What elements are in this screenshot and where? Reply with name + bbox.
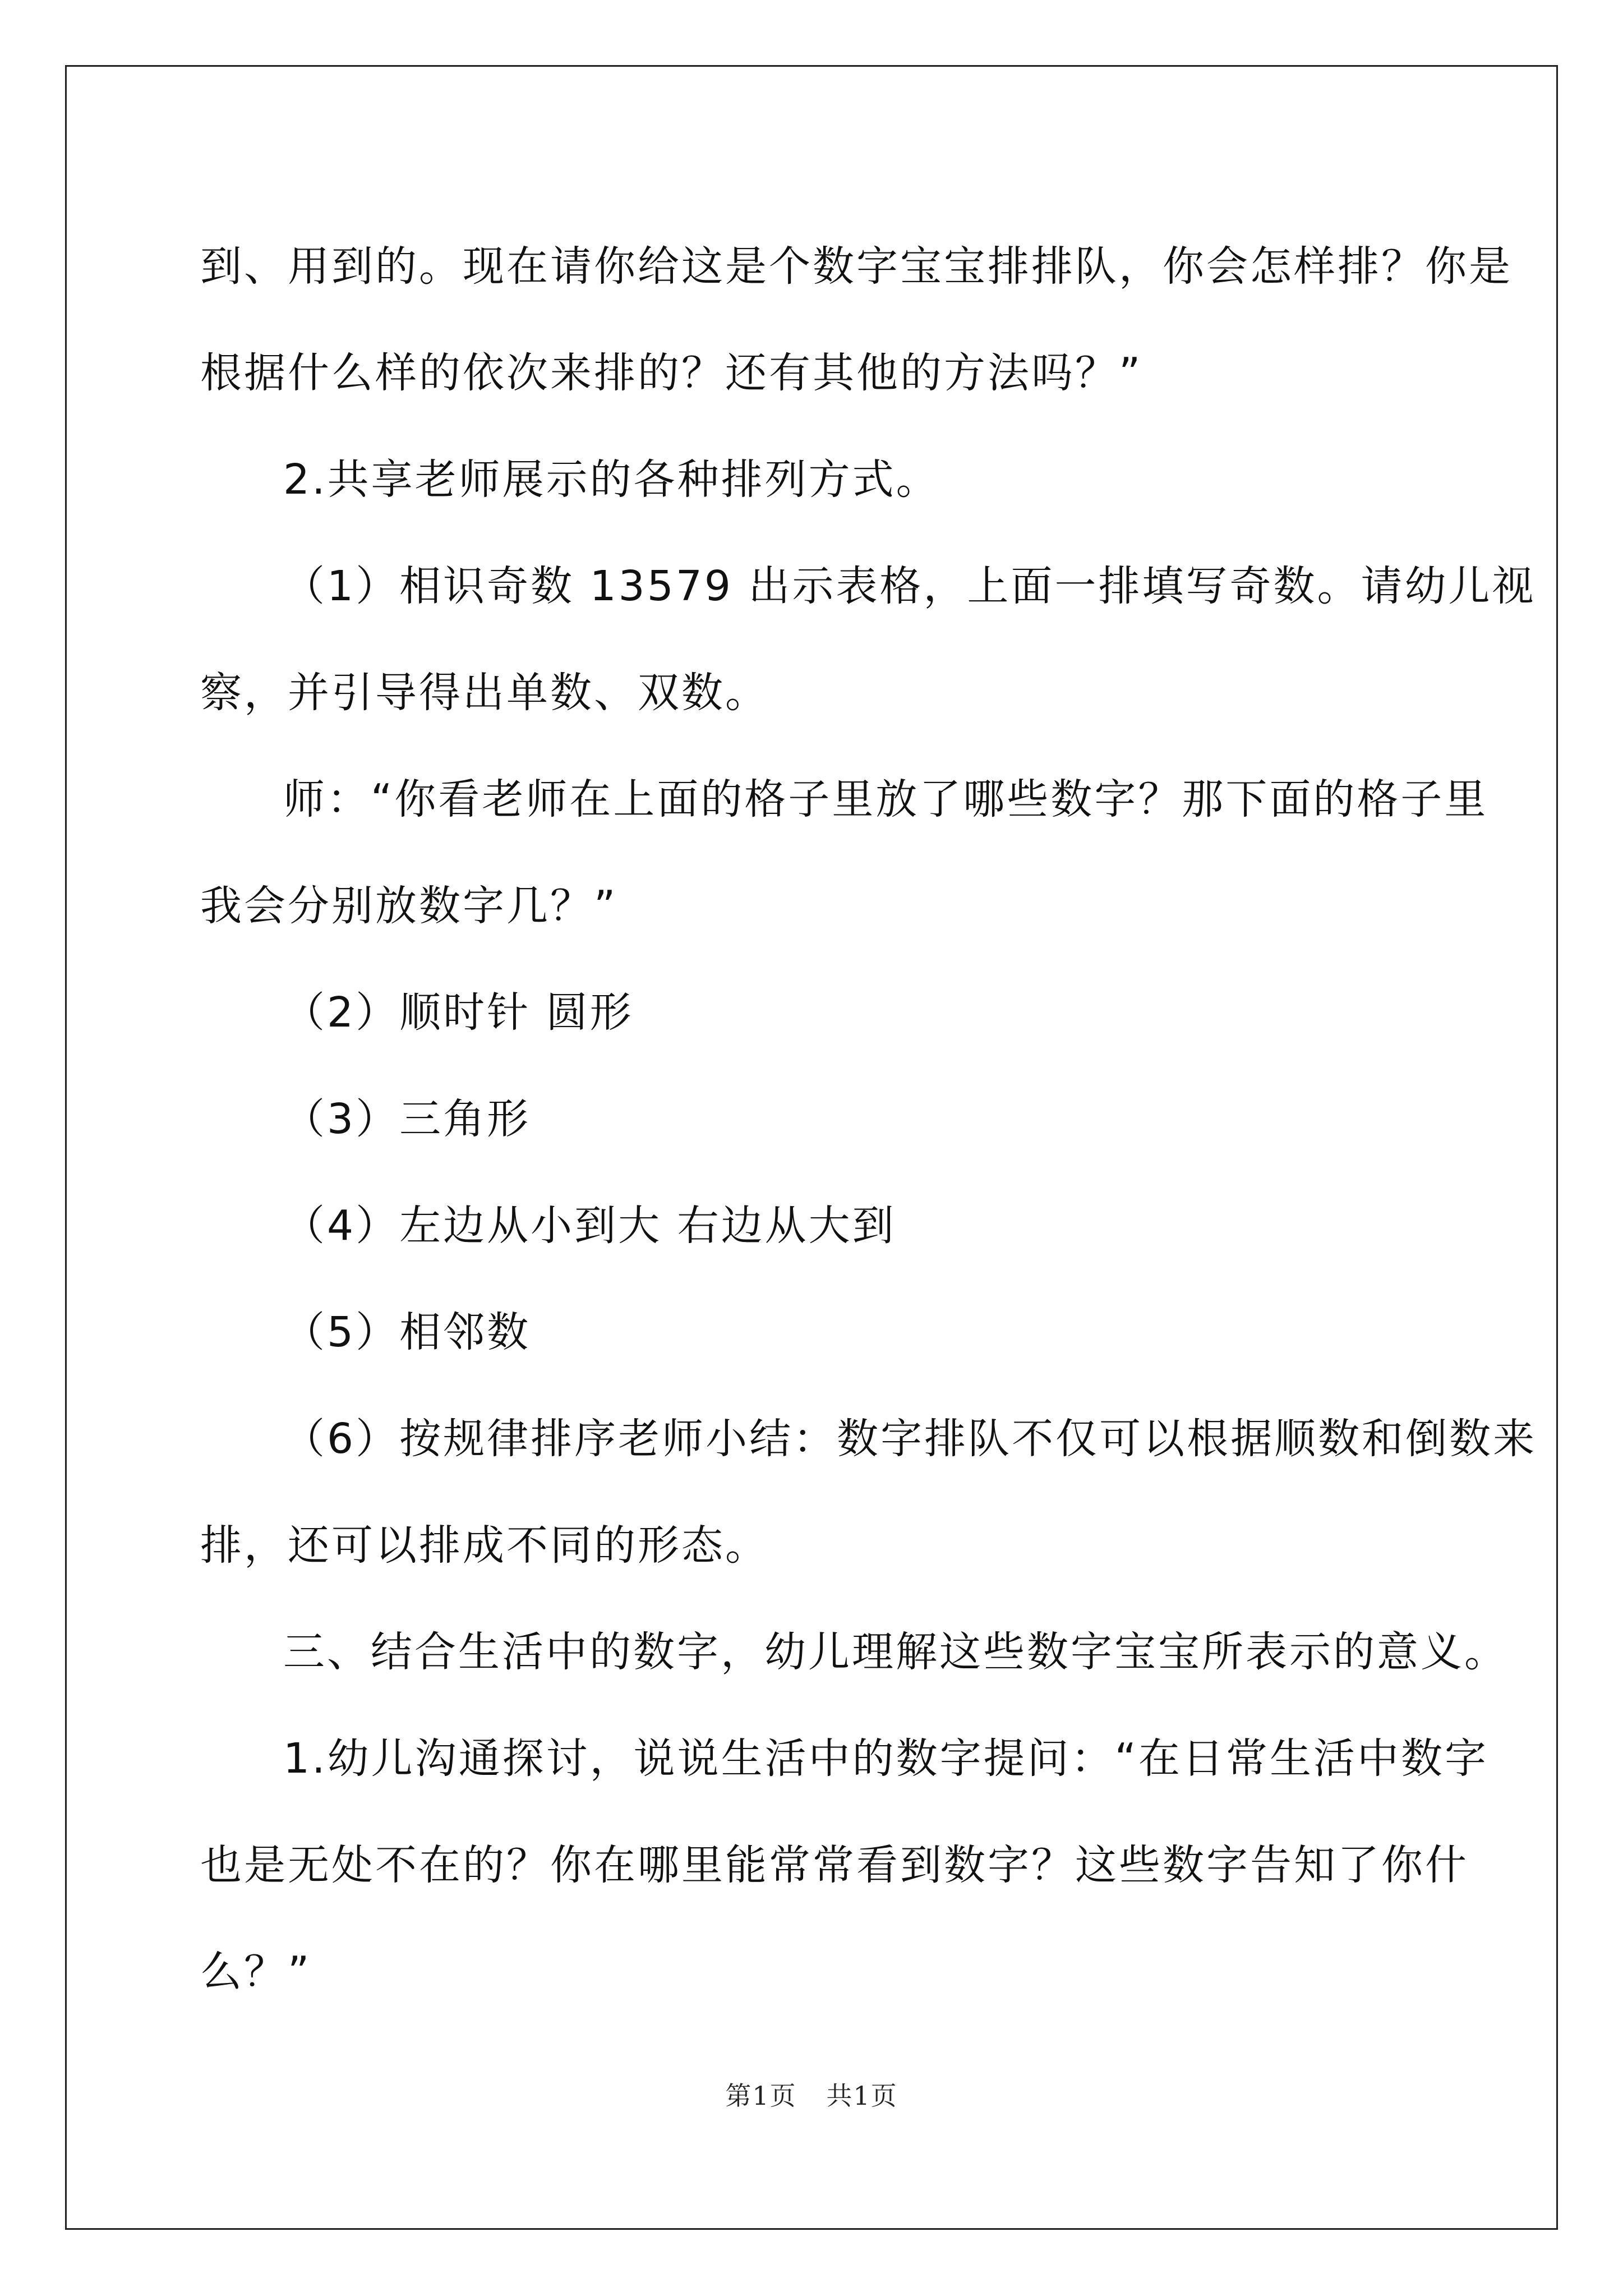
- text-line: （2）顺时针 圆形: [283, 988, 634, 1037]
- text-line: 察，并引导得出单数、双数。: [200, 669, 769, 717]
- text-line: （6）按规律排序老师小结：数字排队不仅可以根据顺数和倒数来: [283, 1415, 1537, 1463]
- text-line: 到、用到的。现在请你给这是个数字宝宝排排队，你会怎样排？你是: [200, 242, 1513, 291]
- page-number: 第1页: [725, 2081, 797, 2111]
- text-line: 三、结合生活中的数字，幼儿理解这些数字宝宝所表示的意义。: [283, 1628, 1508, 1676]
- text-line: （1）相识奇数 13579 出示表格，上面一排填写奇数。请幼儿视: [283, 562, 1536, 610]
- text-line: 我会分别放数字几？”: [200, 882, 618, 930]
- text-line: 根据什么样的依次来排的？还有其他的方法吗？”: [200, 349, 1143, 397]
- text-line: 么？”: [200, 1948, 312, 1996]
- document-body: [200, 213, 1537, 2025]
- page-footer: [0, 2076, 1623, 2113]
- text-line: （4）左边从小到大 右边从大到: [283, 1202, 896, 1250]
- text-line: （3）三角形: [283, 1095, 531, 1143]
- text-line: 排，还可以排成不同的形态。: [200, 1521, 769, 1570]
- page-total: 共1页: [826, 2081, 898, 2111]
- text-line: 也是无处不在的？你在哪里能常常看到数字？这些数字告知了你什: [200, 1841, 1469, 1889]
- text-line: 师：“你看老师在上面的格子里放了哪些数字？那下面的格子里: [283, 775, 1488, 823]
- text-line: 2.共享老师展示的各种排列方式。: [283, 455, 940, 504]
- text-line: 1.幼儿沟通探讨，说说生活中的数字提问：“在日常生活中数字: [283, 1734, 1488, 1783]
- text-line: （5）相邻数: [283, 1308, 531, 1356]
